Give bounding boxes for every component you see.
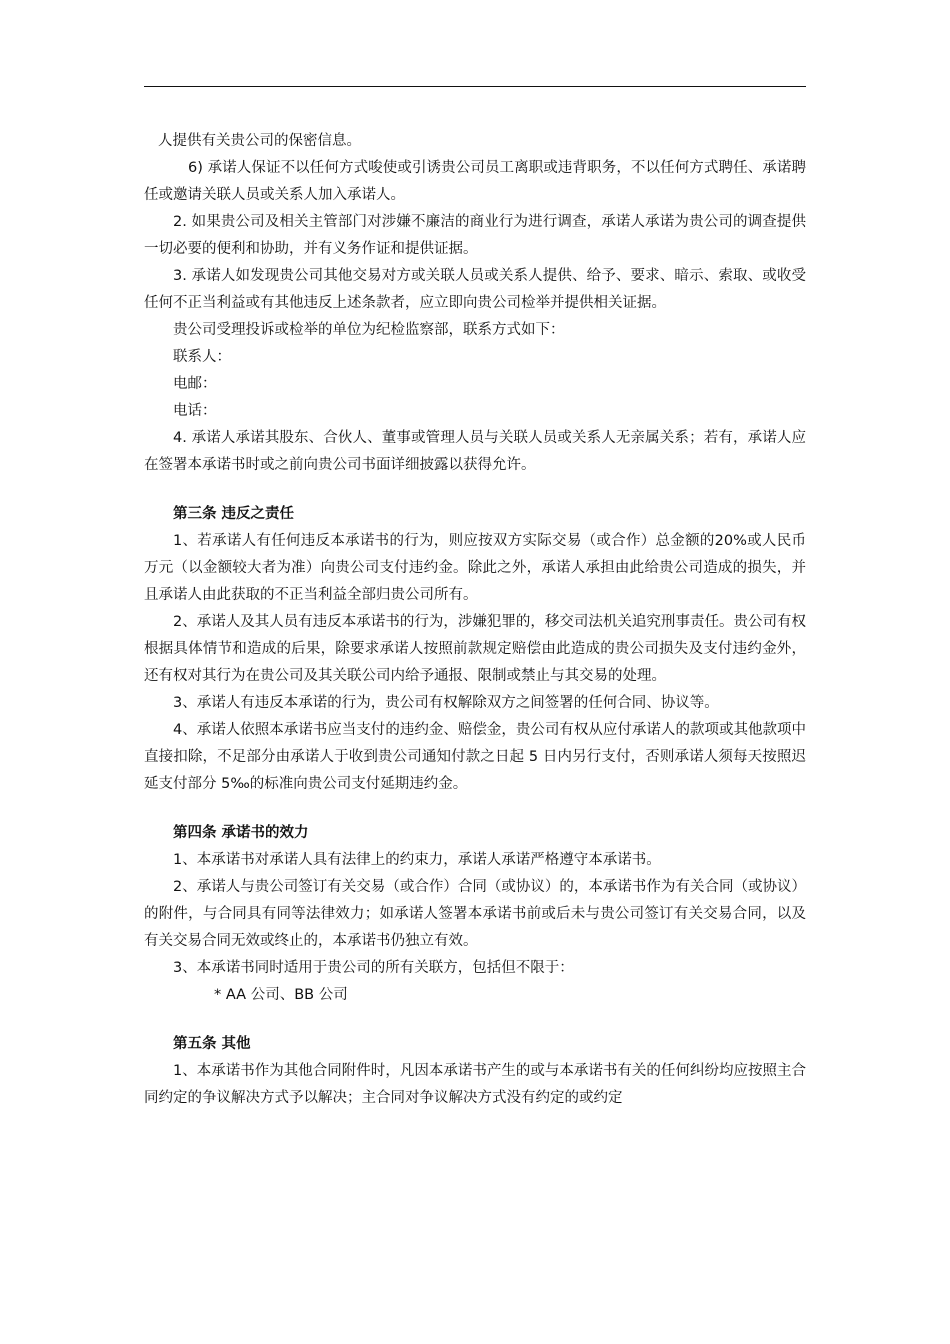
contact-email-label: 电邮： — [173, 376, 217, 392]
contact-person-label: 联系人： — [173, 349, 231, 365]
article-3-para-1: 1、若承诺人有任何违反本承诺书的行为，则应按双方实际交易（或合作）总金额的20%或人民币 万元（以金额较大者为准）向贵公司支付违约金。除此之外，承诺人承担由此给贵公司造成的损失，并且承诺人由此获取的不正当利益全部归贵公司所有。 — [144, 533, 806, 603]
paragraph-complaint-unit: 贵公司受理投诉或检举的单位为纪检监察部，联系方式如下： — [173, 322, 565, 338]
article-4-para-3: 3、本承诺书同时适用于贵公司的所有关联方，包括但不限于： — [173, 960, 574, 976]
document-body — [144, 128, 806, 1112]
article-5-para-1: 1、本承诺书作为其他合同附件时，凡因本承诺书产生的或与本承诺书有关的任何纠纷均应按照主合同约定的争议解决方式予以解决；主合同对争议解决方式没有约定的或约定 — [144, 1063, 806, 1106]
article-3-para-2: 2、承诺人及其人员有违反本承诺书的行为，涉嫌犯罪的，移交司法机关追究刑事责任。贵公司有权根据具体情节和造成的后果，除要求承诺人按照前款规定赔偿由此造成的贵公司损失及支付违约金外，还有权对其行为在贵公司及其关联公司内给予通报、限制或禁止与其交易的处理。 — [144, 614, 806, 684]
article-5-title: 第五条 其他 — [173, 1036, 251, 1052]
paragraph-item-2: 2. 如果贵公司及相关主管部门对涉嫌不廉洁的商业行为进行调查，承诺人承诺为贵公司的调查提供一切必要的便利和协助，并有义务作证和提供证据。 — [144, 214, 806, 257]
paragraph-continuation: 人提供有关贵公司的保密信息。 — [158, 133, 361, 149]
spacer — [144, 1009, 806, 1031]
article-3-title: 第三条 违反之责任 — [173, 506, 295, 522]
spacer — [144, 798, 806, 820]
paragraph-item-3: 3. 承诺人如发现贵公司其他交易对方或关联人员或关系人提供、给予、要求、暗示、索取、或收受任何不正当利益或有其他违反上述条款者，应立即向贵公司检举并提供相关证据。 — [144, 268, 806, 311]
article-4-para-2: 2、承诺人与贵公司签订有关交易（或合作）合同（或协议）的，本承诺书作为有关合同（或协议）的附件，与合同具有同等法律效力；如承诺人签署本承诺书前或后未与贵公司签订有关交易合同，以及有关交易合同无效或终止的，本承诺书仍独立有效。 — [144, 879, 806, 949]
article-3-para-3: 3、承诺人有违反本承诺的行为，贵公司有权解除双方之间签署的任何合同、协议等。 — [173, 695, 719, 711]
spacer — [144, 479, 806, 501]
paragraph-item-4: 4. 承诺人承诺其股东、合伙人、董事或管理人员与关联人员或关系人无亲属关系；若有，承诺人应在签署本承诺书时或之前向贵公司书面详细披露以获得允许。 — [144, 430, 806, 473]
header-rule — [144, 86, 806, 87]
contact-phone-label: 电话： — [173, 403, 217, 419]
affiliates-list-item: * AA 公司、BB 公司 — [214, 987, 348, 1003]
article-3-para-4: 4、承诺人依照本承诺书应当支付的违约金、赔偿金，贵公司有权从应付承诺人的款项或其他款项中直接扣除，不足部分由承诺人于收到贵公司通知付款之日起 5 日内另行支付，否则承诺人须每天按照迟延支付部分 5‰的标准向贵公司支付延期违约金。 — [144, 722, 806, 792]
article-4-para-1: 1、本承诺书对承诺人具有法律上的约束力，承诺人承诺严格遵守本承诺书。 — [173, 852, 661, 868]
paragraph-clause-6: 6) 承诺人保证不以任何方式唆使或引诱贵公司员工离职或违背职务，不以任何方式聘任、承诺聘任或邀请关联人员或关系人加入承诺人。 — [144, 160, 806, 203]
article-4-title: 第四条 承诺书的效力 — [173, 825, 309, 841]
